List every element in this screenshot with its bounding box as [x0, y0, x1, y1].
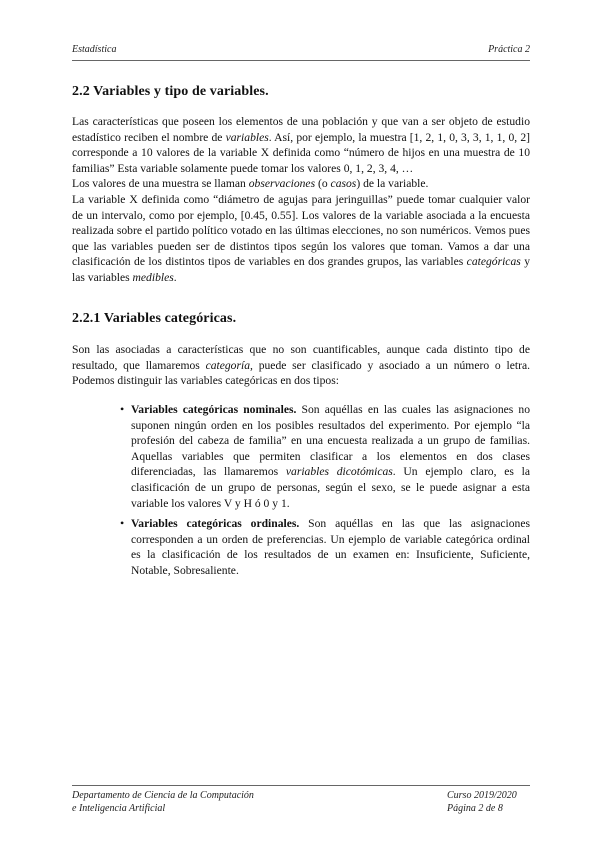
text-span: . Así, por ejemplo, la muestra [1, 2, 1, 0, 3, 3, 1, 1, 0, 2] corresponde a 10 valores de la variable X definida como “número de hijos en una muestra de 10 familias” Esta variable solamente puede tomar los valores 0, 1, 2, 3, 4, … — [72, 130, 530, 175]
text-span: Son aquéllas en las que las asignaciones corresponden a un orden de preferencias. Un ejemplo de variable categórica ordinal es la clasificación de los resultados de un examen en: Insuficiente, Suficiente, Notable, Sobresaliente. — [131, 517, 531, 577]
emphasis-categoria: categoría, — [205, 358, 253, 372]
text-span: puede ser clasificado y asociado a un número o letra. Podemos distinguir las variables categóricas en dos tipos: — [72, 358, 530, 388]
text-span: . Un ejemplo claro, es la clasificación de un grupo de personas, según el sexo, se le puede asignar a esta variable los valores V y H ó 0 y 1. — [131, 465, 530, 510]
header-divider — [72, 60, 530, 61]
bullet-label: Variables categóricas ordinales. — [131, 517, 300, 530]
bullet-label: Variables categóricas nominales. — [131, 403, 297, 416]
footer-page-info — [447, 789, 517, 815]
subsection-title: 2.2.1 Variables categóricas. — [72, 311, 237, 326]
bullet-marker-1: • — [120, 402, 125, 416]
header-practice: Práctica 2 — [488, 44, 530, 55]
emphasis-dicotomicas: variables dicotómicas — [285, 465, 393, 479]
text-span: . — [173, 270, 177, 284]
footer-divider — [72, 785, 530, 786]
section-paragraph-1 — [72, 114, 530, 176]
section-paragraph-2 — [72, 176, 530, 192]
subsection-paragraph-1 — [72, 342, 530, 389]
section-title: 2.2 Variables y tipo de variables. — [72, 84, 269, 99]
text-span: Los valores de una muestra se llaman — [72, 177, 249, 190]
footer-department-line-1: Departamento de Ciencia de la Computación — [72, 790, 254, 801]
footer-page-number: Página 2 de 8 — [447, 803, 503, 814]
footer-department-line-2: e Inteligencia Artificial — [72, 803, 166, 814]
text-span: (o — [315, 177, 331, 190]
text-span: ) de la variable. — [356, 177, 429, 190]
section-paragraph-3 — [72, 192, 530, 286]
text-span: Las características que poseen los elementos de una población y que van a ser objeto de estudio estadístico reciben el nombre de — [72, 115, 530, 144]
header-course: Estadística — [72, 44, 117, 55]
text-span: La variable X definida como “diámetro de agujas para jeringuillas” puede tomar cualquier valor de un intervalo, como por ejemplo, [0.45, 0.55]. Los valores de la variable asociada a la encuesta realizada sobre el partido político votado en las últimas elecciones, no son numéricos. Vemos pues que las variables pueden ser de distintos tipos según los valores que toman. Vamos a dar una clasificación de los distintos tipos de variables en dos grandes grupos, las variables — [72, 193, 530, 269]
footer-course-year: Curso 2019/2020 — [447, 790, 517, 801]
bullet-marker-2: • — [120, 516, 125, 530]
footer-department — [72, 789, 254, 815]
bullet-item-ordinales — [131, 516, 530, 578]
text-span: Son las asociadas a características que no son cuantificables, aunque cada distinto tipo de resultado, que llamaremos — [72, 343, 530, 372]
emphasis-variables: variables — [225, 130, 269, 144]
emphasis-medibles: medibles — [132, 270, 174, 284]
text-span: y las variables — [72, 255, 530, 284]
text-span: Son aquéllas en las cuales las asignaciones no suponen ningún orden en los posibles resultados del experimento. Por ejemplo “la profesión del cabeza de familia” en una encuesta realizada a un grupo de familias. Aquellas variables que permiten clasificar a los elementos en dos clases diferenciadas, las llamaremos — [131, 403, 531, 479]
emphasis-observaciones: observaciones — [248, 177, 316, 190]
bullet-item-nominales — [131, 402, 530, 511]
emphasis-categoricas: categóricas — [466, 255, 521, 269]
emphasis-casos: casos — [330, 177, 357, 190]
